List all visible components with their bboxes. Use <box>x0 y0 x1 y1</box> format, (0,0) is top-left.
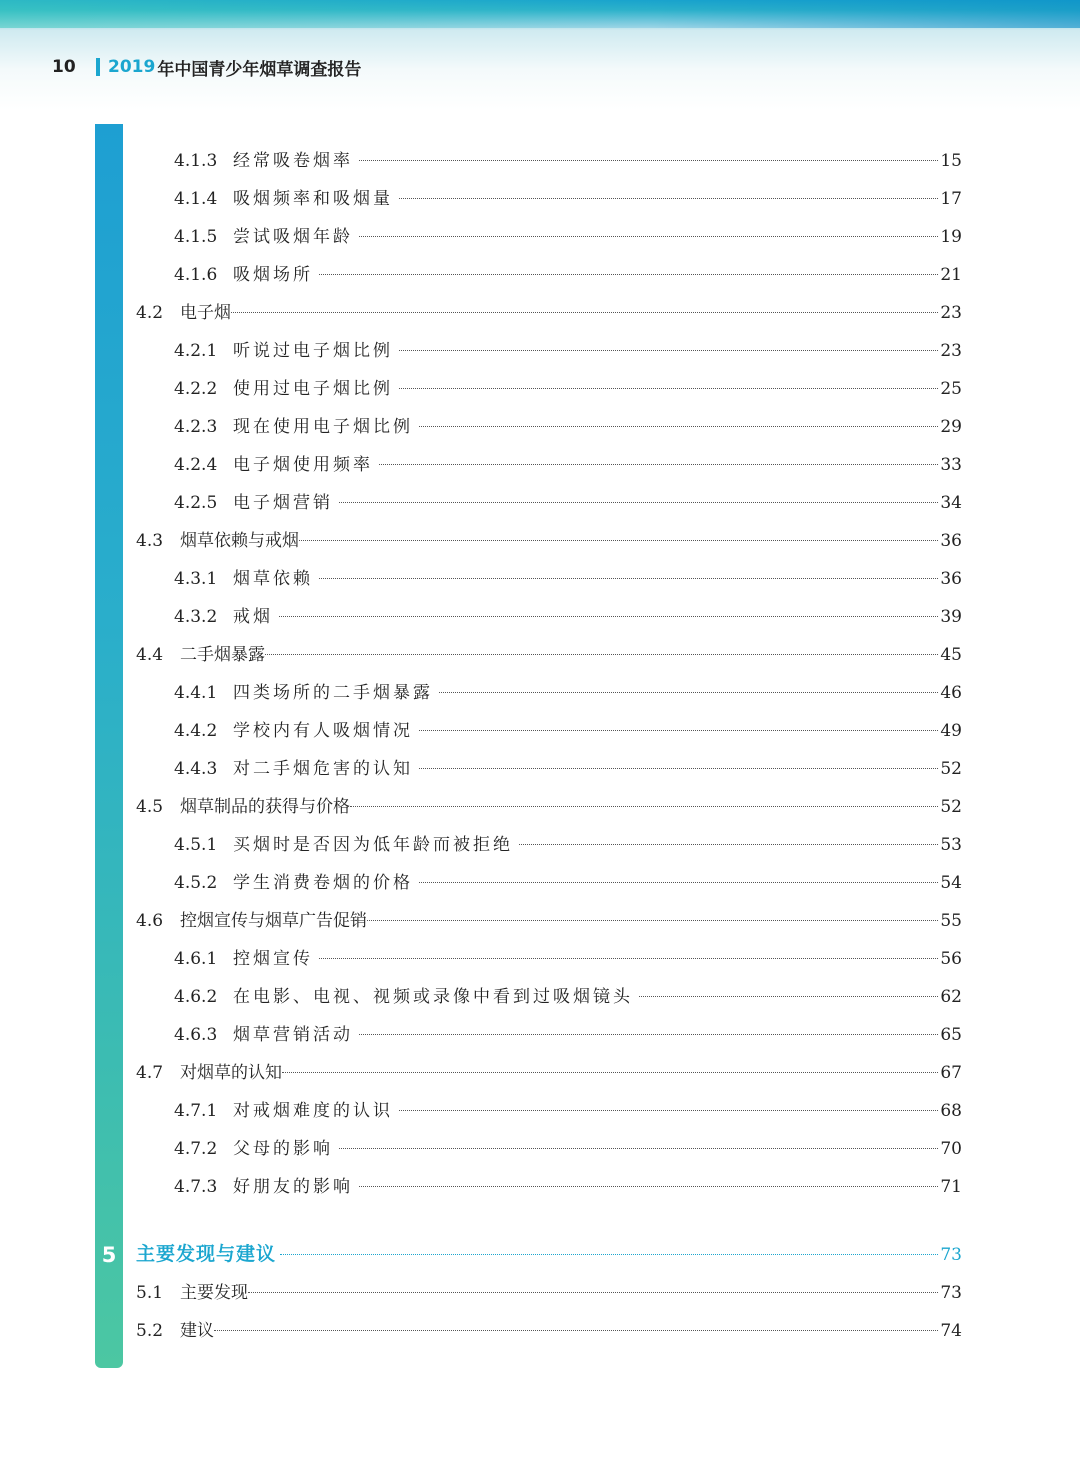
toc-entry-number: 4.4 <box>136 645 164 665</box>
toc-entry[interactable] <box>174 414 962 440</box>
toc-entry-number: 4.5 <box>136 797 164 817</box>
toc-entry-title: 学校内有人吸烟情况 <box>233 721 413 741</box>
header-year: 2019 <box>108 57 156 77</box>
toc-entry-number: 4.3.1 <box>174 569 218 589</box>
toc-entry-page: 71 <box>940 1177 962 1197</box>
toc-sidebar-bar <box>95 124 123 1368</box>
toc-entry-title: 好朋友的影响 <box>233 1177 353 1197</box>
toc-entry[interactable] <box>174 756 962 782</box>
toc-entry-title: 控烟宣传 <box>233 949 313 969</box>
toc-entry-page: 36 <box>940 569 962 589</box>
toc-entry-number: 4.4.3 <box>174 759 218 779</box>
toc-leader-dots <box>282 1072 938 1073</box>
toc-entry-number: 4.7.3 <box>174 1177 218 1197</box>
page-number: 10 <box>52 57 76 77</box>
toc-entry-number: 4.1.6 <box>174 265 218 285</box>
toc-entry-page: 25 <box>940 379 962 399</box>
toc-entry-number: 4.7.2 <box>174 1139 218 1159</box>
toc-leader-dots <box>214 1330 938 1331</box>
toc-entry-title: 烟草制品的获得与价格 <box>180 797 350 817</box>
toc-entry-number: 4.6.3 <box>174 1025 218 1045</box>
toc-entry-title: 建议 <box>180 1321 214 1341</box>
toc-entry[interactable] <box>174 452 962 478</box>
toc-leader-dots <box>319 958 938 959</box>
toc-entry-title: 电子烟营销 <box>233 493 333 513</box>
chapter-number: 5 <box>101 1243 117 1267</box>
toc-entry[interactable] <box>174 604 962 630</box>
toc-entry-page: 68 <box>940 1101 962 1121</box>
toc-leader-dots <box>399 350 938 351</box>
toc-entry-page: 67 <box>940 1063 962 1083</box>
toc-entry-number: 4.2.3 <box>174 417 218 437</box>
toc-entry-number: 5.1 <box>136 1283 164 1303</box>
toc-entry[interactable] <box>174 1136 962 1162</box>
toc-entry[interactable] <box>174 1174 962 1200</box>
toc-entry-number: 4.1.3 <box>174 151 218 171</box>
toc-entry[interactable] <box>174 832 962 858</box>
toc-entry-page: 49 <box>940 721 962 741</box>
toc-entry[interactable] <box>136 642 962 668</box>
toc-leader-dots <box>419 730 938 731</box>
toc-entry-title: 二手烟暴露 <box>180 645 265 665</box>
toc-leader-dots <box>350 806 938 807</box>
toc-entry[interactable] <box>174 680 962 706</box>
toc-entry-title: 烟草依赖与戒烟 <box>180 531 299 551</box>
toc-entry[interactable] <box>174 566 962 592</box>
toc-leader-dots <box>319 274 938 275</box>
toc-leader-dots <box>319 578 938 579</box>
toc-leader-dots <box>359 236 938 237</box>
toc-entry-page: 74 <box>940 1321 962 1341</box>
toc-entry-page: 21 <box>940 265 962 285</box>
toc-entry-title: 父母的影响 <box>233 1139 333 1159</box>
toc-entry[interactable] <box>136 794 962 820</box>
toc-entry-title: 使用过电子烟比例 <box>233 379 393 399</box>
toc-entry-page: 19 <box>940 227 962 247</box>
toc-leader-dots <box>367 920 938 921</box>
toc-leader-dots <box>280 1254 938 1255</box>
toc-entry-title: 对二手烟危害的认知 <box>233 759 413 779</box>
toc-entry-title: 经常吸卷烟率 <box>233 151 353 171</box>
toc-entry-page: 29 <box>940 417 962 437</box>
toc-entry-title: 在电影、电视、视频或录像中看到过吸烟镜头 <box>233 987 633 1007</box>
toc-entry[interactable] <box>174 490 962 516</box>
toc-entry-page: 73 <box>940 1245 962 1265</box>
toc-entry-title: 控烟宣传与烟草广告促销 <box>180 911 367 931</box>
toc-entry-number: 4.7.1 <box>174 1101 218 1121</box>
toc-entry-number: 4.5.1 <box>174 835 218 855</box>
toc-entry-page: 23 <box>940 341 962 361</box>
toc-leader-dots <box>359 1186 938 1187</box>
toc-entry[interactable] <box>174 376 962 402</box>
toc-entry-number: 4.2 <box>136 303 164 323</box>
toc-entry-number: 4.5.2 <box>174 873 218 893</box>
toc-entry-page: 65 <box>940 1025 962 1045</box>
toc-entry-page: 39 <box>940 607 962 627</box>
toc-entry[interactable] <box>174 262 962 288</box>
toc-leader-dots <box>279 616 938 617</box>
toc-leader-dots <box>419 768 938 769</box>
toc-entry-title: 四类场所的二手烟暴露 <box>233 683 433 703</box>
toc-entry-number: 4.3.2 <box>174 607 218 627</box>
running-header <box>52 54 361 80</box>
toc-entry-page: 53 <box>940 835 962 855</box>
toc-entry-title: 戒烟 <box>233 607 273 627</box>
toc-entry-title: 主要发现 <box>180 1283 248 1303</box>
toc-entry[interactable] <box>136 1241 962 1267</box>
toc-entry-title: 对戒烟难度的认识 <box>233 1101 393 1121</box>
toc-entry-number: 4.2.5 <box>174 493 218 513</box>
toc-entry-number: 4.2.1 <box>174 341 218 361</box>
toc-entry-page: 55 <box>940 911 962 931</box>
toc-entry[interactable] <box>136 300 962 326</box>
toc-entry[interactable] <box>174 224 962 250</box>
toc-entry-title: 买烟时是否因为低年龄而被拒绝 <box>233 835 513 855</box>
toc-entry-page: 70 <box>940 1139 962 1159</box>
toc-leader-dots <box>339 1148 938 1149</box>
header-title: 年中国青少年烟草调查报告 <box>157 59 362 80</box>
toc-leader-dots <box>419 882 938 883</box>
toc-entry[interactable] <box>174 718 962 744</box>
header-accent-bar <box>96 58 100 76</box>
toc-entry-title: 主要发现与建议 <box>136 1243 277 1265</box>
toc-leader-dots <box>265 654 938 655</box>
toc-entry-title: 尝试吸烟年龄 <box>233 227 353 247</box>
toc-leader-dots <box>339 502 938 503</box>
toc-entry-number: 5.2 <box>136 1321 164 1341</box>
toc-leader-dots <box>439 692 938 693</box>
toc-entry[interactable] <box>136 1318 962 1344</box>
toc-entry[interactable] <box>174 946 962 972</box>
toc-leader-dots <box>299 540 938 541</box>
toc-entry-page: 34 <box>940 493 962 513</box>
toc-entry[interactable] <box>174 870 962 896</box>
toc-entry-number: 4.7 <box>136 1063 164 1083</box>
toc-entry-title: 现在使用电子烟比例 <box>233 417 413 437</box>
toc-leader-dots <box>419 426 938 427</box>
toc-entry[interactable] <box>174 338 962 364</box>
toc-entry-number: 4.2.4 <box>174 455 218 475</box>
toc-entry-number: 4.4.1 <box>174 683 218 703</box>
toc-entry-number: 4.6 <box>136 911 164 931</box>
toc-entry[interactable] <box>136 528 962 554</box>
toc-entry-number: 4.6.1 <box>174 949 218 969</box>
toc-entry-title: 电子烟 <box>180 303 231 323</box>
toc-entry[interactable] <box>136 908 962 934</box>
toc-entry-page: 73 <box>940 1283 962 1303</box>
toc-leader-dots <box>248 1292 938 1293</box>
toc-leader-dots <box>639 996 938 997</box>
toc-entry-page: 17 <box>940 189 962 209</box>
toc-entry-page: 36 <box>940 531 962 551</box>
toc-entry-title: 烟草依赖 <box>233 569 313 589</box>
toc-entry-title: 吸烟频率和吸烟量 <box>233 189 393 209</box>
toc-entry-page: 15 <box>940 151 962 171</box>
toc-entry-number: 4.1.5 <box>174 227 218 247</box>
toc-leader-dots <box>231 312 938 313</box>
toc-entry[interactable] <box>136 1060 962 1086</box>
toc-entry-title: 学生消费卷烟的价格 <box>233 873 413 893</box>
toc-entry[interactable] <box>174 186 962 212</box>
toc-leader-dots <box>399 1110 938 1111</box>
toc-entry-page: 52 <box>940 759 962 779</box>
toc-entry-page: 46 <box>940 683 962 703</box>
toc-entry-title: 电子烟使用频率 <box>233 455 373 475</box>
toc-entry-page: 33 <box>940 455 962 475</box>
toc-entry-page: 23 <box>940 303 962 323</box>
toc-entry-number: 4.6.2 <box>174 987 218 1007</box>
toc-leader-dots <box>379 464 938 465</box>
toc-leader-dots <box>399 198 938 199</box>
toc-entry-page: 45 <box>940 645 962 665</box>
toc-entry-page: 54 <box>940 873 962 893</box>
toc-entry-number: 4.2.2 <box>174 379 218 399</box>
toc-entry-page: 62 <box>940 987 962 1007</box>
toc-entry-title: 听说过电子烟比例 <box>233 341 393 361</box>
toc-entry[interactable] <box>174 1022 962 1048</box>
toc-entry[interactable] <box>174 984 962 1010</box>
toc-leader-dots <box>359 1034 938 1035</box>
toc-entry[interactable] <box>174 148 962 174</box>
toc-leader-dots <box>359 160 938 161</box>
toc-entry-number: 4.3 <box>136 531 164 551</box>
toc-entry[interactable] <box>174 1098 962 1124</box>
toc-entry-title: 烟草营销活动 <box>233 1025 353 1045</box>
toc-entry[interactable] <box>136 1280 962 1306</box>
toc-entry-page: 52 <box>940 797 962 817</box>
toc-leader-dots <box>519 844 938 845</box>
toc-entry-title: 吸烟场所 <box>233 265 313 285</box>
toc-entry-page: 56 <box>940 949 962 969</box>
toc-entry-number: 4.1.4 <box>174 189 218 209</box>
toc-leader-dots <box>399 388 938 389</box>
toc-entry-title: 对烟草的认知 <box>180 1063 282 1083</box>
toc-entry-number: 4.4.2 <box>174 721 218 741</box>
